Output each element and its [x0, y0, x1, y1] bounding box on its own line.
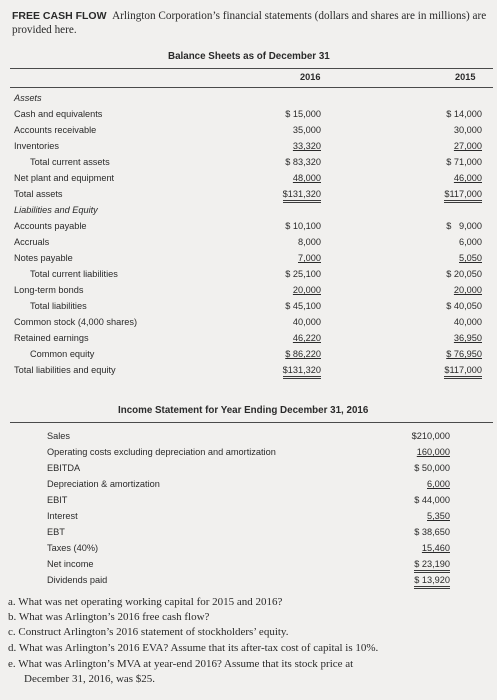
bs-label-tcl: Total current liabilities: [30, 269, 118, 279]
is-value-ebit: $ 44,000: [414, 495, 450, 505]
bs-label-cash: Cash and equivalents: [14, 109, 103, 119]
question-a: [8, 596, 282, 608]
bs-2016-inventories: 33,320: [292, 141, 321, 151]
is-value-opcosts: 160,000: [416, 447, 450, 457]
question-letter: c.: [8, 626, 16, 638]
bs-2015-total-le: $117,000: [444, 365, 482, 379]
is-label-dividends: Dividends paid: [47, 575, 108, 585]
is-value-depreciation: 6,000: [427, 479, 450, 489]
bs-2015-ar: 30,000: [453, 125, 482, 135]
is-value-net-income: $ 23,190: [414, 559, 450, 573]
header-rule-bottom: [10, 87, 493, 88]
bs-label-tl: Total liabilities: [30, 301, 87, 311]
problem-title: FREE CASH FLOW: [12, 10, 107, 22]
bs-label-notes: Notes payable: [14, 253, 73, 263]
bs-label-npe: Net plant and equipment: [14, 173, 115, 183]
is-label-depreciation: Depreciation & amortization: [47, 479, 160, 489]
question-d: [8, 642, 378, 654]
question-b: [8, 611, 209, 623]
bs-2016-common-stock: 40,000: [292, 317, 321, 327]
is-value-dividends: $ 13,920: [414, 575, 450, 589]
bs-2016-retained: 46,220: [292, 333, 321, 343]
col-header-2015: 2015: [455, 72, 476, 82]
bs-2016-total-assets: $131,320: [283, 189, 321, 203]
bs-2015-tcl: $ 20,050: [446, 269, 482, 279]
bs-2015-inventories: 27,000: [453, 141, 482, 151]
bs-2016-npe: 48,000: [292, 173, 321, 183]
question-c: [8, 626, 288, 638]
question-letter: b.: [8, 611, 17, 623]
is-label-sales: Sales: [47, 431, 70, 441]
bs-label-assets: Assets: [14, 93, 42, 103]
bs-2015-npe: 46,000: [453, 173, 482, 183]
bs-2016-notes: 7,000: [298, 253, 321, 263]
bs-2015-notes: 5,050: [459, 253, 482, 263]
question-e: [8, 658, 353, 670]
bs-2015-ap: $ 9,000: [446, 221, 482, 231]
question-text: December 31, 2016, was $25.: [24, 673, 156, 685]
problem-header: [12, 9, 492, 37]
bs-2015-ltb: 20,000: [453, 285, 482, 295]
question-letter: a.: [8, 596, 16, 608]
bs-2016-tca: $ 83,320: [285, 157, 321, 167]
bs-label-common-stock: Common stock (4,000 shares): [14, 317, 138, 327]
is-label-opcosts: Operating costs excluding depreciation and amortization: [47, 447, 276, 457]
bs-label-accruals: Accruals: [14, 237, 50, 247]
question-letter: e.: [8, 658, 16, 670]
is-label-ebt: EBT: [47, 527, 65, 537]
col-header-2016: 2016: [300, 72, 321, 82]
question-text: What was Arlington’s 2016 free cash flow?: [18, 611, 210, 623]
bs-label-ltb: Long-term bonds: [14, 285, 84, 295]
question-e-continued: [24, 673, 155, 685]
bs-2016-total-le: $131,320: [283, 365, 321, 379]
bs-label-common-equity: Common equity: [30, 349, 95, 359]
bs-2016-tcl: $ 25,100: [285, 269, 321, 279]
bs-2015-tca: $ 71,000: [446, 157, 482, 167]
bs-2015-tl: $ 40,050: [446, 301, 482, 311]
bs-2016-accruals: 8,000: [298, 237, 321, 247]
bs-label-total-assets: Total assets: [14, 189, 63, 199]
income-header-rule: [10, 422, 493, 423]
is-value-ebt: $ 38,650: [414, 527, 450, 537]
bs-2016-cash: $ 15,000: [285, 109, 321, 119]
bs-2016-ap: $ 10,100: [285, 221, 321, 231]
is-value-taxes: 15,460: [421, 543, 450, 553]
is-value-sales: $210,000: [411, 431, 450, 441]
is-label-ebitda: EBITDA: [47, 463, 81, 473]
question-text: What was Arlington’s 2016 EVA? Assume that its after-tax cost of capital is 10%.: [18, 642, 379, 654]
is-value-interest: 5,350: [427, 511, 450, 521]
bs-2016-ar: 35,000: [292, 125, 321, 135]
bs-2015-common-stock: 40,000: [453, 317, 482, 327]
bs-2015-retained: 36,950: [453, 333, 482, 343]
bs-2016-common-equity: $ 86,220: [285, 349, 321, 359]
income-statement-title: Income Statement for Year Ending December 31, 2016: [118, 405, 369, 416]
bs-2016-tl: $ 45,100: [285, 301, 321, 311]
bs-label-ap: Accounts payable: [14, 221, 87, 231]
question-text: What was Arlington’s MVA at year-end 2016? Assume that its stock price at: [18, 658, 354, 670]
problem-intro: Arlington Corporation’s financial statements (dollars and shares are in millions) are provided here.: [12, 10, 487, 36]
bs-label-inventories: Inventories: [14, 141, 59, 151]
bs-label-ar: Accounts receivable: [14, 125, 97, 135]
question-text: What was net operating working capital for 2015 and 2016?: [18, 596, 283, 608]
bs-2016-ltb: 20,000: [292, 285, 321, 295]
bs-2015-accruals: 6,000: [459, 237, 482, 247]
is-value-ebitda: $ 50,000: [414, 463, 450, 473]
bs-label-tca: Total current assets: [30, 157, 110, 167]
bs-label-retained: Retained earnings: [14, 333, 89, 343]
bs-2015-total-assets: $117,000: [444, 189, 482, 203]
question-text: Construct Arlington’s 2016 statement of stockholders’ equity.: [18, 626, 289, 638]
bs-2015-cash: $ 14,000: [446, 109, 482, 119]
is-label-ebit: EBIT: [47, 495, 68, 505]
is-label-net-income: Net income: [47, 559, 94, 569]
header-rule-top: [10, 68, 493, 69]
bs-label-total-le: Total liabilities and equity: [14, 365, 116, 375]
is-label-interest: Interest: [47, 511, 78, 521]
balance-sheet-title: Balance Sheets as of December 31: [168, 51, 330, 62]
is-label-taxes: Taxes (40%): [47, 543, 99, 553]
bs-label-liab-equity: Liabilities and Equity: [14, 205, 98, 215]
bs-2015-common-equity: $ 76,950: [446, 349, 482, 359]
question-letter: d.: [8, 642, 17, 654]
